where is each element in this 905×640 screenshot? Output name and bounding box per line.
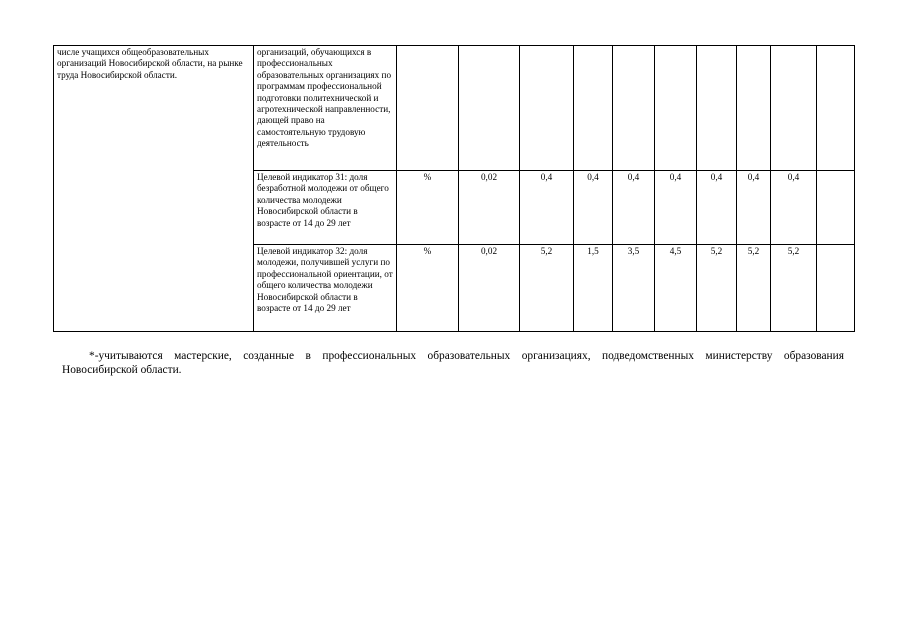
indicator-cell: Целевой индикатор 32: доля молодежи, получившей услуги по профессиональной ориентации, от общего количества молодежи Новосибирской области в возрасте от 14 до 29 лет (254, 245, 397, 332)
value-cell: 1,5 (574, 245, 613, 332)
value-cell (655, 46, 697, 171)
unit-cell: % (397, 245, 459, 332)
value-cell: 0,4 (771, 171, 817, 245)
indicator-cell: организаций, обучающихся в профессиональных образовательных организациях по программам профессиональной подготовки политехнической и агротехнической направленности, дающей право на самостоятельную трудовую деятельность (254, 46, 397, 171)
value-cell: 5,2 (771, 245, 817, 332)
unit-cell: % (397, 171, 459, 245)
value-cell (817, 171, 855, 245)
value-cell (520, 46, 574, 171)
footnote-text: *-учитываются мастерские, созданные в профессиональных образовательных организациях, подведомственных министерству образования Новосибирской области. (62, 350, 844, 377)
value-cell: 5,2 (737, 245, 771, 332)
value-cell: 0,4 (697, 171, 737, 245)
value-cell (613, 46, 655, 171)
value-cell (771, 46, 817, 171)
value-cell (737, 46, 771, 171)
task-cell: числе учащихся общеобразовательных организаций Новосибирской области, на рынке труда Новосибирской области. (54, 46, 254, 332)
value-cell: 0,02 (459, 171, 520, 245)
value-cell: 0,4 (613, 171, 655, 245)
value-cell (574, 46, 613, 171)
value-cell: 5,2 (520, 245, 574, 332)
value-cell (459, 46, 520, 171)
value-cell: 0,4 (737, 171, 771, 245)
indicators-table (53, 45, 855, 332)
unit-cell (397, 46, 459, 171)
value-cell: 0,4 (655, 171, 697, 245)
value-cell: 0,02 (459, 245, 520, 332)
value-cell (817, 46, 855, 171)
value-cell (697, 46, 737, 171)
value-cell: 4,5 (655, 245, 697, 332)
value-cell (817, 245, 855, 332)
value-cell: 0,4 (520, 171, 574, 245)
indicator-cell: Целевой индикатор 31: доля безработной молодежи от общего количества молодежи Новосибирской области в возрасте от 14 до 29 лет (254, 171, 397, 245)
value-cell: 3,5 (613, 245, 655, 332)
value-cell: 5,2 (697, 245, 737, 332)
table-row (54, 46, 855, 171)
value-cell: 0,4 (574, 171, 613, 245)
